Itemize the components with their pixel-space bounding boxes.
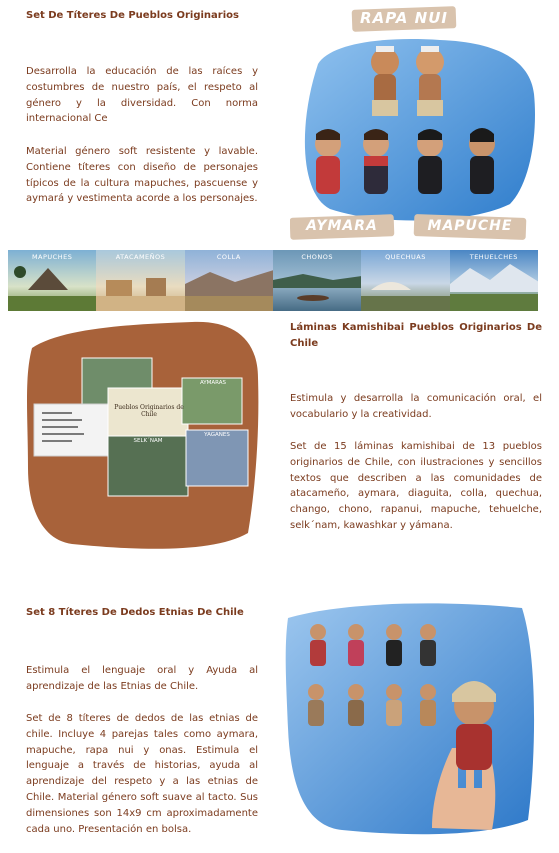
section2-title: Láminas Kamishibai Pueblos Originarios De Chile bbox=[290, 322, 542, 349]
strip-label: CHONOS bbox=[301, 253, 333, 261]
section3-paragraph-2: Set de 8 títeres de dedos de las etnias de chile. Incluye 4 parejas tales como aymara, mapuche, rapa nui y onas. Estimula el lenguaje a través de historias, ayuda al aprendizaje del respeto y a las etnias de Chile. Material género soft suave al tacto. Sus dimensiones son 14x9 cm aproximadamente cada uno. Presentación en bolsa. bbox=[26, 713, 258, 835]
finger-puppets-illustration bbox=[282, 598, 540, 842]
label-mapuche: MAPUCHE bbox=[427, 218, 513, 234]
section2-paragraph-2: Set de 15 láminas kamishibai de 13 pueblos originarios de Chile, con ilustraciones y sencillos textos que describen a las comunidades de atacameño, aymara, diaguita, colla, quechua, chango, chono, rapanui, mapuche, tehuelche, selk´nam, kawashkar y yámana. bbox=[290, 441, 542, 531]
puppets-image bbox=[290, 4, 540, 244]
finger-puppets-image bbox=[282, 598, 540, 842]
section3-title: Set 8 Títeres De Dedos Etnias De Chile bbox=[26, 607, 244, 618]
strip-panel-tehuelches bbox=[450, 250, 538, 311]
strip-label: ATACAMEÑOS bbox=[115, 253, 166, 261]
strip-label: QUECHUAS bbox=[385, 253, 426, 261]
label-rapa-nui: RAPA NUI bbox=[360, 9, 448, 27]
strip-label: MAPUCHES bbox=[31, 253, 73, 261]
section1-paragraph-1: Desarrolla la educación de las raíces y costumbres de nuestro país, el respeto al género y la diversidad. Con norma internacional Ce bbox=[26, 66, 258, 125]
strip-panel-colla bbox=[185, 250, 273, 311]
section1-title: Set De Títeres De Pueblos Originarios bbox=[26, 10, 239, 21]
strip-panel-quechuas bbox=[361, 250, 449, 311]
kamishibai-image bbox=[22, 318, 262, 558]
strip-panel-atacamenos bbox=[96, 250, 184, 311]
strip-panel-mapuches bbox=[8, 250, 96, 311]
card-label-selknam: SELK´NAM bbox=[133, 438, 163, 444]
card-label-aymaras: AYMARAS bbox=[199, 380, 227, 386]
card-title: Pueblos Originarios de Chile bbox=[114, 404, 184, 418]
puppets-illustration bbox=[290, 4, 540, 244]
section3-paragraph-1: Estimula el lenguaje oral y Ayuda al aprendizaje de las Etnias de Chile. bbox=[26, 665, 258, 692]
card-label-yaganes: YAGANES bbox=[204, 432, 230, 438]
peoples-strip bbox=[8, 250, 538, 311]
section2-paragraph-1: Estimula y desarrolla la comunicación oral, el vocabulario y la creatividad. bbox=[290, 393, 542, 420]
strip-label: COLLA bbox=[216, 253, 241, 261]
label-aymara: AYMARA bbox=[306, 218, 378, 234]
section1-paragraph-2: Material género soft resistente y lavable. Contiene títeres con diseño de personajes típicos de la cultura mapuches, pascuense y aymará y vestimenta acorde a los personajes. bbox=[26, 146, 258, 205]
strip-label: TEHUELCHES bbox=[469, 253, 518, 261]
strip-panel-chonos bbox=[273, 250, 361, 311]
